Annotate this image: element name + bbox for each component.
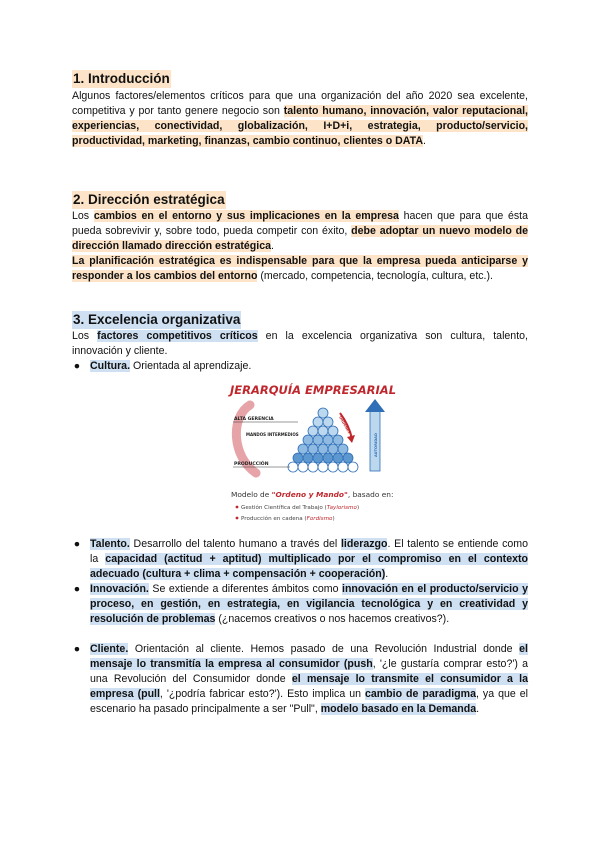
list-item-innovacion [73,582,529,627]
bold-highlight: el mensaje lo transmitía la empresa al consumidor (push [90,643,528,670]
text-run: Desarrollo del talento humano a través del [129,538,341,550]
orders-label: ÓRDENES [338,415,352,435]
level-label: MANDOS INTERMEDIOS [246,432,299,437]
bold-highlight: talento humano, innovación, valor reputacional, experiencias, conectividad, globalización, I+D+i, estrategia, producto/servicio, productividad, marketing, finanzas, cambio continuo, clientes o DATA [72,105,529,147]
figure-title: JERARQUÍA EMPRESARIAL [230,383,396,397]
text-run: . [271,240,274,252]
section-excelencia [72,311,528,329]
list-item-cultura [73,359,528,374]
paragraph-direccion-1 [72,209,528,254]
level-label: PRODUCCIÓN [234,462,269,467]
text-run: . [385,568,389,580]
heading-direccion-estrategica: 2. Dirección estratégica [73,192,225,207]
bold-highlight: La planificación estratégica es indispensable para que la empresa pueda anticiparse y responder a los cambios del entorno [72,255,528,282]
text-run: (mercado, competencia, tecnología, cultura, etc.). [257,270,493,282]
text-run: . [423,135,426,147]
text-run: (¿nacemos creativos o nos hacemos creativos?). [215,613,450,625]
caption-bullet-icon [236,506,239,509]
paragraph-introduccion [72,89,528,149]
bold-highlight: liderazgo [340,538,388,550]
bullet-icon: ● [73,643,81,655]
text-run: , '¿podría fabricar esto?'). Esto implica un [159,688,365,700]
text-run: Algunos factores/elementos críticos para que una organización del año 2020 sea excelente, competitiva y por tanto genere negocio son [72,90,528,117]
heading-introduccion: 1. Introducción [73,71,170,86]
hierarchy-illustration [228,377,396,527]
caption-bullet-icon [236,517,239,520]
orders-arrowhead-icon [347,435,355,443]
list-item-cliente [73,642,528,717]
hierarchy-figure [228,377,396,527]
item-label: Innovación. [90,583,149,595]
figure-item: Gestión Científica del Trabajo (Taylorismo) [241,505,360,511]
text-run: . El talento se entiende como la [90,538,528,565]
bold-highlight: modelo basado en la Demanda [320,703,477,715]
section-introduccion [72,70,528,88]
paragraph-direccion-2 [72,254,528,284]
bullet-icon: ● [73,538,81,550]
text-run: en la excelencia organizativa son cultura, talento, innovación y cliente. [72,330,528,357]
item-label: Cultura. [90,360,131,372]
heading-excelencia-organizativa: 3. Excelencia organizativa [73,312,241,327]
figure-item: Producción en cadena (Fordismo) [241,516,335,522]
bold-highlight: innovación en el producto/servicio y proceso, en gestión, en estrategia, en vigilancia tecnológica y en creatividad y resolución de problemas [90,583,529,625]
section-direccion [72,191,528,209]
figure-caption: Modelo de "Ordeno y Mando", basado en: [231,490,394,499]
text-run: Los [72,330,98,342]
text-run: , '¿le gustaría comprar esto?') a una Revolución del Consumidor donde [90,658,528,685]
paragraph-excelencia [72,329,528,359]
bold-highlight: debe adoptar un nuevo modelo de dirección llamado dirección estratégica [72,225,528,252]
text-run: Orientada al aprendizaje. [130,360,252,372]
bullet-icon: ● [73,583,81,595]
authority-arrowhead-icon [365,399,385,412]
pyramid [288,408,358,472]
bold-highlight: cambio de paradigma [364,688,476,700]
text-run: Orientación al cliente. Hemos pasado de una Revolución Industrial donde [128,643,520,655]
authority-label: AUTORIDAD [374,433,378,457]
text-run: Se extiende a diferentes ámbitos como [148,583,342,595]
level-label: ALTA GERENCIA [234,417,274,422]
item-label: Talento. [90,538,130,550]
bold-highlight: capacidad (actitud + aptitud) multiplicado por el compromiso en el contexto adecuado (cultura + clima + compensación + cooperación) [90,553,528,580]
bold-highlight: cambios en el entorno y sus implicaciones en la empresa [93,210,399,222]
text-run: . [476,703,480,715]
text-run: Los [72,210,94,222]
item-label: Cliente. [90,643,129,655]
text-run: hacen que para que ésta pueda sobrevivir y, sobre todo, pueda competir con éxito, [72,210,528,237]
list-item-talento [73,537,528,582]
bullet-icon: ● [73,360,81,372]
bold-highlight: factores competitivos críticos [97,330,258,342]
text-run: , ya que el escenario ha pasado principalmente a ser "Pull", [90,688,528,715]
bold-highlight: el mensaje lo transmite el consumidor a la empresa (pull [90,673,528,700]
